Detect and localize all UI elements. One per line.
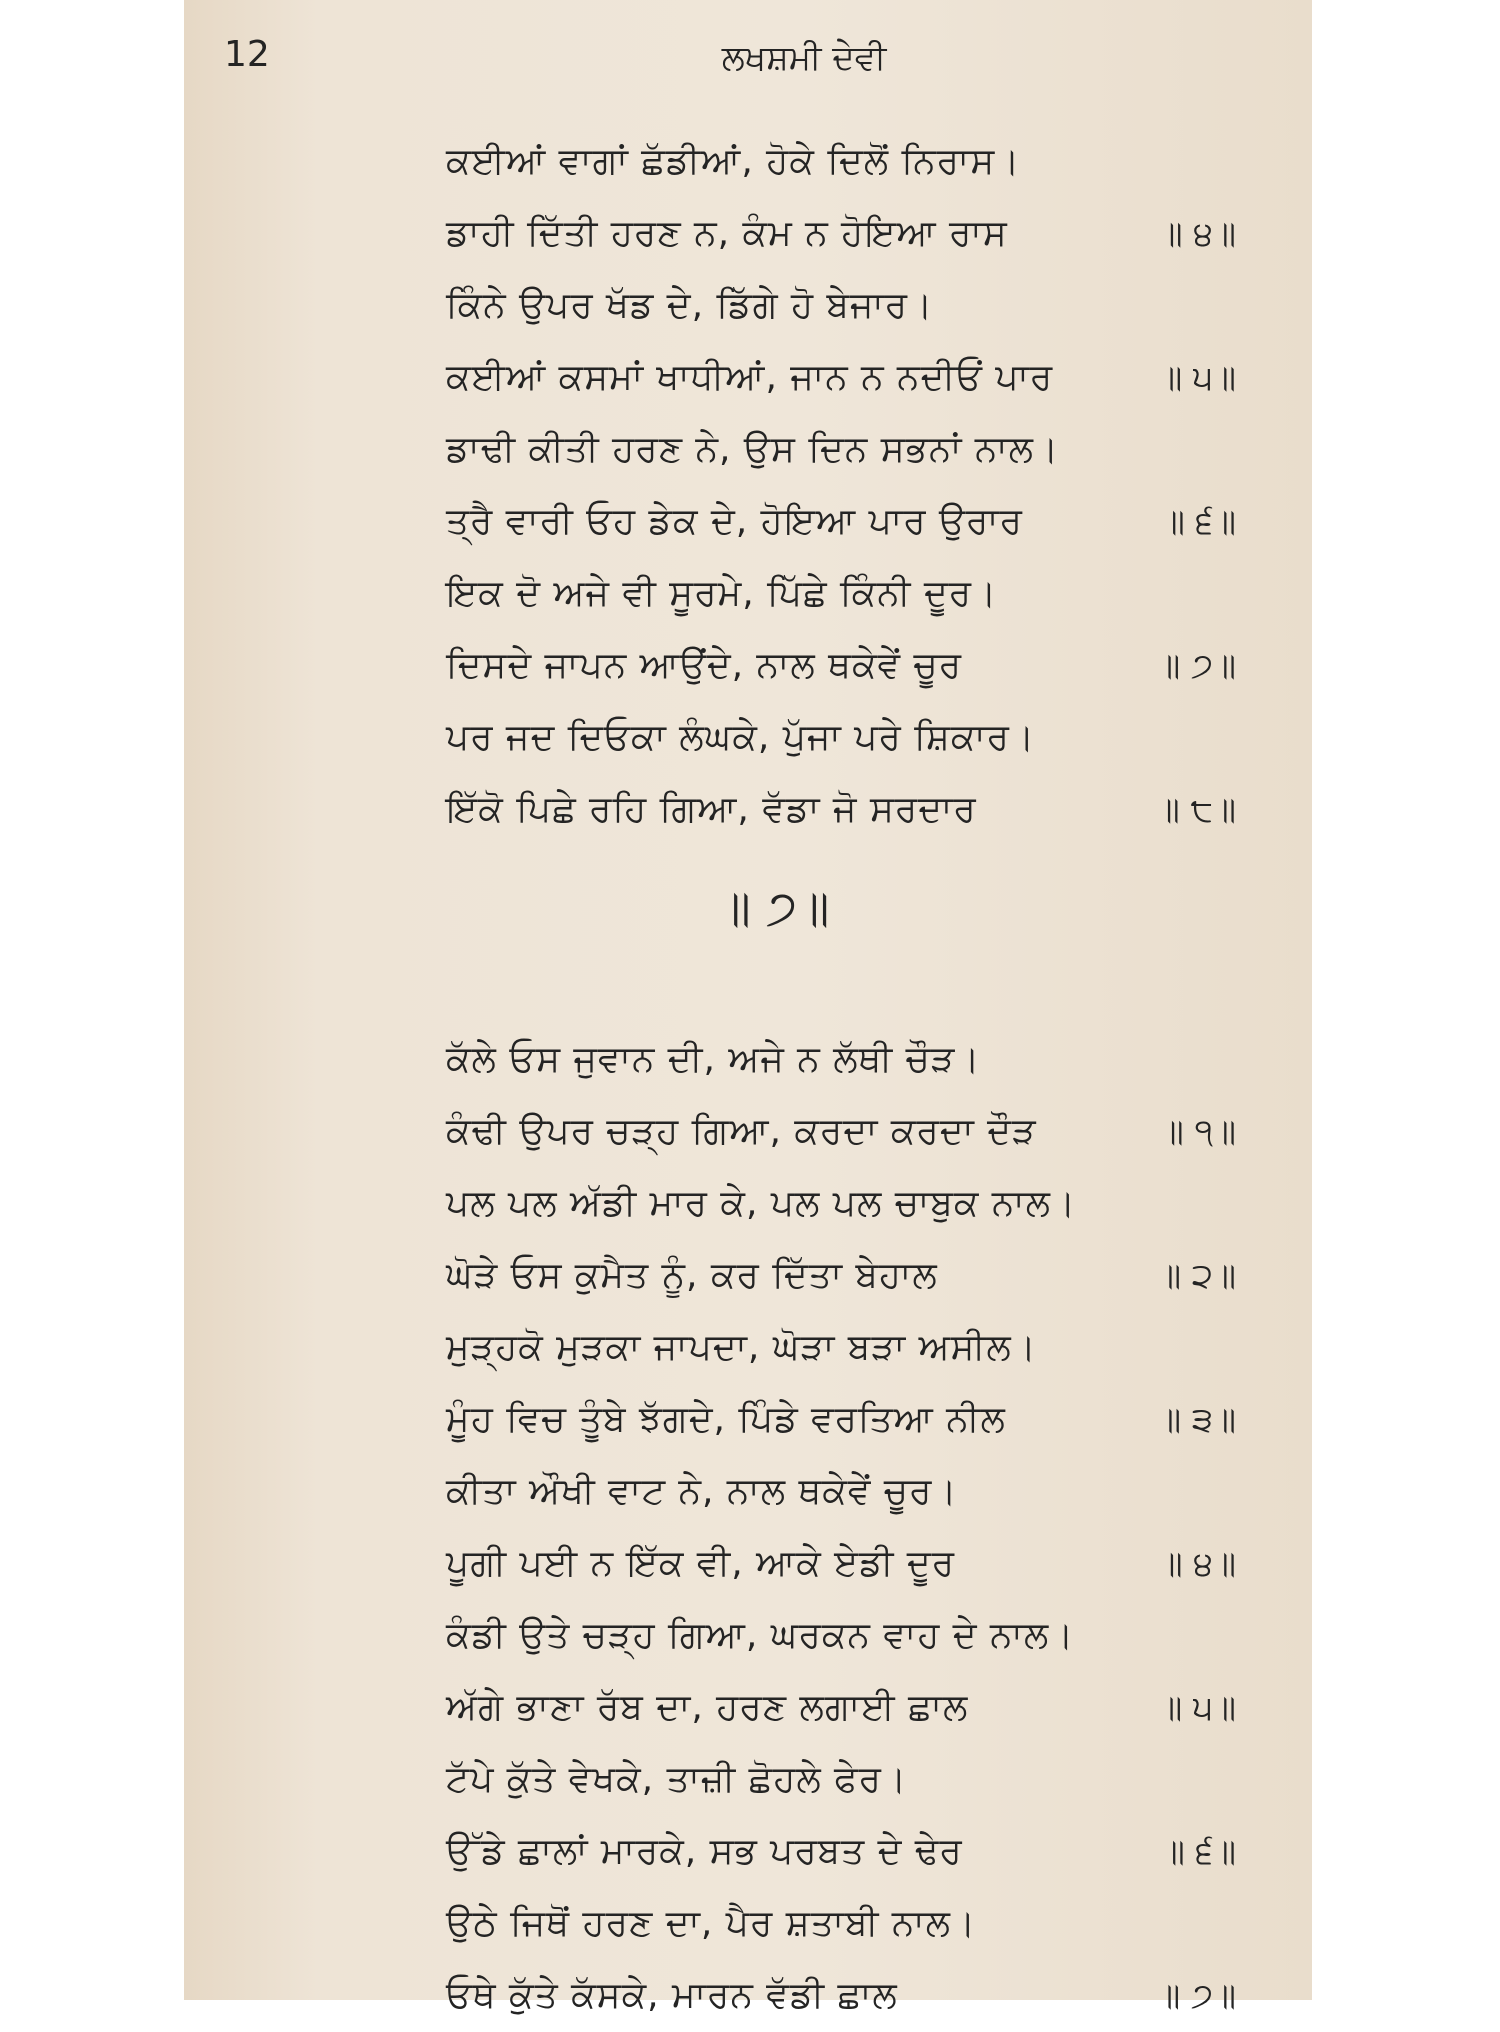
verse-line <box>446 342 1236 414</box>
verse-text: ਡਾਢੀ ਕੀਤੀ ਹਰਣ ਨੇ, ਉਸ ਦਿਨ ਸਭਨਾਂ ਨਾਲ। <box>446 429 1060 470</box>
verse-line <box>446 702 1236 774</box>
verse-text: ਓਥੇ ਕੁੱਤੇ ਕੱਸਕੇ, ਮਾਰਨ ਵੱਡੀ ਛਾਲ <box>446 1975 898 2016</box>
verse-line <box>446 1312 1236 1384</box>
verse-line <box>446 1384 1236 1456</box>
verse-line <box>446 1240 1236 1312</box>
verse-text: ਅੱਗੇ ਭਾਣਾ ਰੱਬ ਦਾ, ਹਰਣ ਲਗਾਈ ਛਾਲ <box>446 1687 969 1728</box>
verse-block-1 <box>446 126 1236 846</box>
verse-text: ਪਲ ਪਲ ਅੱਡੀ ਮਾਰ ਕੇ, ਪਲ ਪਲ ਚਾਬੁਕ ਨਾਲ। <box>446 1183 1077 1224</box>
verse-number: ॥ ੭॥ <box>1157 646 1236 686</box>
verse-line <box>446 1672 1236 1744</box>
verse-text: ਮੂੰਹ ਵਿਚ ਤੂੰਬੇ ਝੱਗਦੇ, ਪਿੰਡੇ ਵਰਤਿਆ ਨੀਲ <box>446 1399 1006 1440</box>
verse-line <box>446 270 1236 342</box>
book-page <box>184 0 1312 2016</box>
verse-line <box>446 126 1236 198</box>
verse-text: ਪੂਗੀ ਪਈ ਨ ਇੱਕ ਵੀ, ਆਕੇ ਏਡੀ ਦੂਰ <box>446 1543 956 1584</box>
verse-line <box>446 558 1236 630</box>
verse-text: ਦਿਸਦੇ ਜਾਪਨ ਆਉਂਦੇ, ਨਾਲ ਥਕੇਵੇਂ ਚੂਰ <box>446 645 963 686</box>
verse-text: ਇਕ ਦੋ ਅਜੇ ਵੀ ਸੂਰਮੇ, ਪਿੱਛੇ ਕਿੰਨੀ ਦੂਰ। <box>446 573 998 614</box>
page-number: 12 <box>224 34 270 75</box>
verse-text: ਟੱਪੇ ਕੁੱਤੇ ਵੇਖਕੇ, ਤਾਜ਼ੀ ਛੋਹਲੇ ਫੇਰ। <box>446 1759 908 1800</box>
section-heading: ॥ ੭॥ <box>718 880 830 936</box>
running-head: ਲਖਸ਼ਮੀ ਦੇਵੀ <box>721 38 887 78</box>
verse-text: ਘੋੜੇ ਓਸ ਕੁਮੈਤ ਨੂੰ, ਕਰ ਦਿੱਤਾ ਬੇਹਾਲ <box>446 1255 938 1296</box>
verse-line <box>446 1816 1236 1888</box>
verse-line <box>446 1024 1236 1096</box>
verse-block-2 <box>446 1024 1236 2032</box>
verse-number: ॥ ੨॥ <box>1158 1256 1236 1296</box>
verse-text: ਇੱਕੋ ਪਿਛੇ ਰਹਿ ਗਿਆ, ਵੱਡਾ ਜੋ ਸਰਦਾਰ <box>446 789 977 830</box>
verse-text: ਕੰਢੀ ਉਪਰ ਚੜ੍ਹ ਗਿਆ, ਕਰਦਾ ਕਰਦਾ ਦੌੜ <box>446 1111 1037 1152</box>
verse-line <box>446 198 1236 270</box>
verse-text: ਕਿੰਨੇ ਉਪਰ ਖੱਡ ਦੇ, ਡਿੱਗੇ ਹੋ ਬੇਜਾਰ। <box>446 285 934 326</box>
verse-line <box>446 1528 1236 1600</box>
verse-text: ਪਰ ਜਦ ਦਿਓਕਾ ਲੰਘਕੇ, ਪੁੱਜਾ ਪਰੇ ਸ਼ਿਕਾਰ। <box>446 717 1036 758</box>
verse-line <box>446 774 1236 846</box>
verse-line <box>446 1888 1236 1960</box>
verse-number: ॥ ੫॥ <box>1159 1688 1236 1728</box>
verse-text: ਕੰਡੀ ਉਤੇ ਚੜ੍ਹ ਗਿਆ, ਘਰਕਨ ਵਾਹ ਦੇ ਨਾਲ। <box>446 1615 1075 1656</box>
verse-line <box>446 1096 1236 1168</box>
verse-number: ॥ ੭॥ <box>1157 1976 1236 2016</box>
verse-line <box>446 486 1236 558</box>
verse-text: ਕੱਲੇ ਓਸ ਜੁਵਾਨ ਦੀ, ਅਜੇ ਨ ਲੱਥੀ ਚੌੜ। <box>446 1039 981 1080</box>
verse-line <box>446 1168 1236 1240</box>
verse-number: ॥ ੪॥ <box>1159 214 1236 254</box>
verse-number: ॥ ੬॥ <box>1162 1832 1236 1872</box>
verse-number: ॥ ੩॥ <box>1158 1400 1236 1440</box>
verse-text: ਕੀਤਾ ਔਖੀ ਵਾਟ ਨੇ, ਨਾਲ ਥਕੇਵੇਂ ਚੂਰ। <box>446 1471 958 1512</box>
verse-line <box>446 1600 1236 1672</box>
verse-text: ਤ੍ਰੈ ਵਾਰੀ ਓਹ ਡੇਕ ਦੇ, ਹੋਇਆ ਪਾਰ ਉਰਾਰ <box>446 501 1023 542</box>
verse-number: ॥ ੬॥ <box>1162 502 1236 542</box>
verse-line <box>446 630 1236 702</box>
verse-line <box>446 1744 1236 1816</box>
verse-line <box>446 1456 1236 1528</box>
verse-text: ਉੱਡੇ ਛਾਲਾਂ ਮਾਰਕੇ, ਸਭ ਪਰਬਤ ਦੇ ਢੇਰ <box>446 1831 963 1872</box>
verse-number: ॥ ੮॥ <box>1156 790 1236 830</box>
verse-number: ॥ ੧॥ <box>1160 1112 1236 1152</box>
verse-text: ਉਠੇ ਜਿਥੋਂ ਹਰਣ ਦਾ, ਪੈਰ ਸ਼ਤਾਬੀ ਨਾਲ। <box>446 1903 977 1944</box>
verse-text: ਕਈਆਂ ਕਸਮਾਂ ਖਾਧੀਆਂ, ਜਾਨ ਨ ਨਦੀਓਂ ਪਾਰ <box>446 357 1054 398</box>
verse-text: ਮੁੜ੍ਹਕੋ ਮੁੜਕਾ ਜਾਪਦਾ, ਘੋੜਾ ਬੜਾ ਅਸੀਲ। <box>446 1327 1037 1368</box>
verse-text: ਡਾਹੀ ਦਿੱਤੀ ਹਰਣ ਨ, ਕੰਮ ਨ ਹੋਇਆ ਰਾਸ <box>446 213 1008 254</box>
verse-number: ॥ ੪॥ <box>1159 1544 1236 1584</box>
verse-line <box>446 414 1236 486</box>
verse-number: ॥ ੫॥ <box>1159 358 1236 398</box>
verse-line <box>446 1960 1236 2032</box>
verse-text: ਕਈਆਂ ਵਾਗਾਂ ਛੱਡੀਆਂ, ਹੋਕੇ ਦਿਲੋਂ ਨਿਰਾਸ। <box>446 141 1021 182</box>
